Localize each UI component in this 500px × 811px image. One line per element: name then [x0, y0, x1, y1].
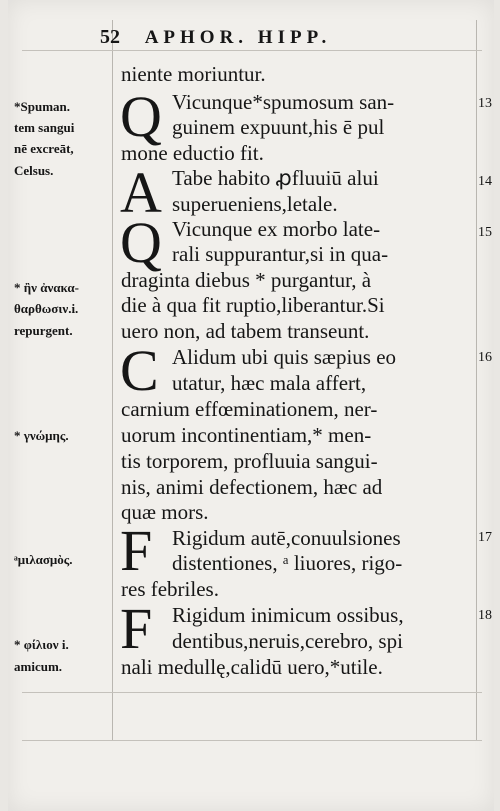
text-line: Tabe habito ꝓfluuiū alui	[172, 166, 379, 190]
margin-note: repurgent.	[14, 323, 73, 338]
text-line: draginta diebus * purgantur, à	[121, 268, 372, 292]
margin-note: amicum.	[14, 659, 63, 674]
margin-note: nē excreāt,	[14, 141, 74, 156]
text-line: dentibus,neruis,cerebro, spi	[172, 629, 403, 653]
text-line: res febriles.	[121, 577, 219, 601]
margin-note: θαρθωσιν.i.	[14, 301, 79, 316]
text-line: niente moriuntur.	[121, 62, 266, 86]
footer-rule	[22, 692, 482, 693]
text-line: uero non, ad tabem transeunt.	[121, 319, 370, 343]
text-line: carnium effœminationem, ner-	[121, 397, 378, 421]
text-line: Rigidum autē,conuulsiones	[172, 526, 401, 550]
text-line: distentiones, ᵃ liuores, rigo-	[172, 551, 403, 575]
margin-note: * γνώμης.	[14, 428, 69, 443]
margin-note: Celsus.	[14, 163, 54, 178]
running-title: APHOR. HIPP.	[144, 27, 332, 48]
margin-note: * ἢν ἀνακα-	[14, 280, 79, 295]
text-line: nali medullę,calidū uero,*utile.	[121, 655, 383, 679]
margin-note: ᵃμιλασμὸς.	[14, 552, 73, 567]
footer-rule-lower	[22, 740, 482, 741]
text-line: die à qua fit ruptio,liberantur.Si	[121, 293, 385, 317]
text-line: tis torporem, profluuia sangui-	[121, 449, 378, 473]
text-line: mone eductio fit.	[121, 141, 264, 165]
text-line: Vicunque*spumosum san-	[172, 90, 395, 114]
text-line: Rigidum inimicum ossibus,	[172, 603, 404, 627]
drop-capital: Q	[120, 84, 162, 149]
aphorism-number: 16	[478, 350, 492, 365]
text-line: superueniens,letale.	[172, 192, 338, 216]
aphorism-number: 15	[478, 225, 492, 240]
drop-capital: A	[120, 160, 162, 225]
text-line: Vicunque ex morbo late-	[172, 217, 381, 241]
margin-note: * φίλιον i.	[14, 637, 69, 652]
aphorism-number: 18	[478, 608, 492, 623]
drop-capital: C	[120, 338, 159, 403]
aphorism-number: 17	[478, 530, 492, 545]
text-line: nis, animi defectionem, hæc ad	[121, 475, 383, 499]
text-line: guinem expuunt,his ē pul	[172, 115, 385, 139]
margin-note: *Spuman.	[14, 99, 70, 114]
text-line: quæ mors.	[121, 500, 209, 524]
text-line: Alidum ubi quis sæpius eo	[172, 345, 397, 369]
aphorism-number: 14	[478, 174, 492, 189]
margin-rule-right	[476, 20, 477, 741]
page-number: 52	[100, 26, 120, 48]
text-line: rali suppurantur,si in qua-	[172, 242, 389, 266]
margin-note: tem sangui	[14, 120, 75, 135]
text-line: uorum incontinentiam,* men-	[121, 423, 372, 447]
text-line: utatur, hæc mala affert,	[172, 371, 367, 395]
drop-capital: F	[120, 518, 153, 583]
running-head	[100, 26, 480, 49]
header-rule	[22, 50, 482, 51]
drop-capital: Q	[120, 210, 162, 275]
aphorism-number: 13	[478, 96, 492, 111]
drop-capital: F	[120, 596, 153, 661]
